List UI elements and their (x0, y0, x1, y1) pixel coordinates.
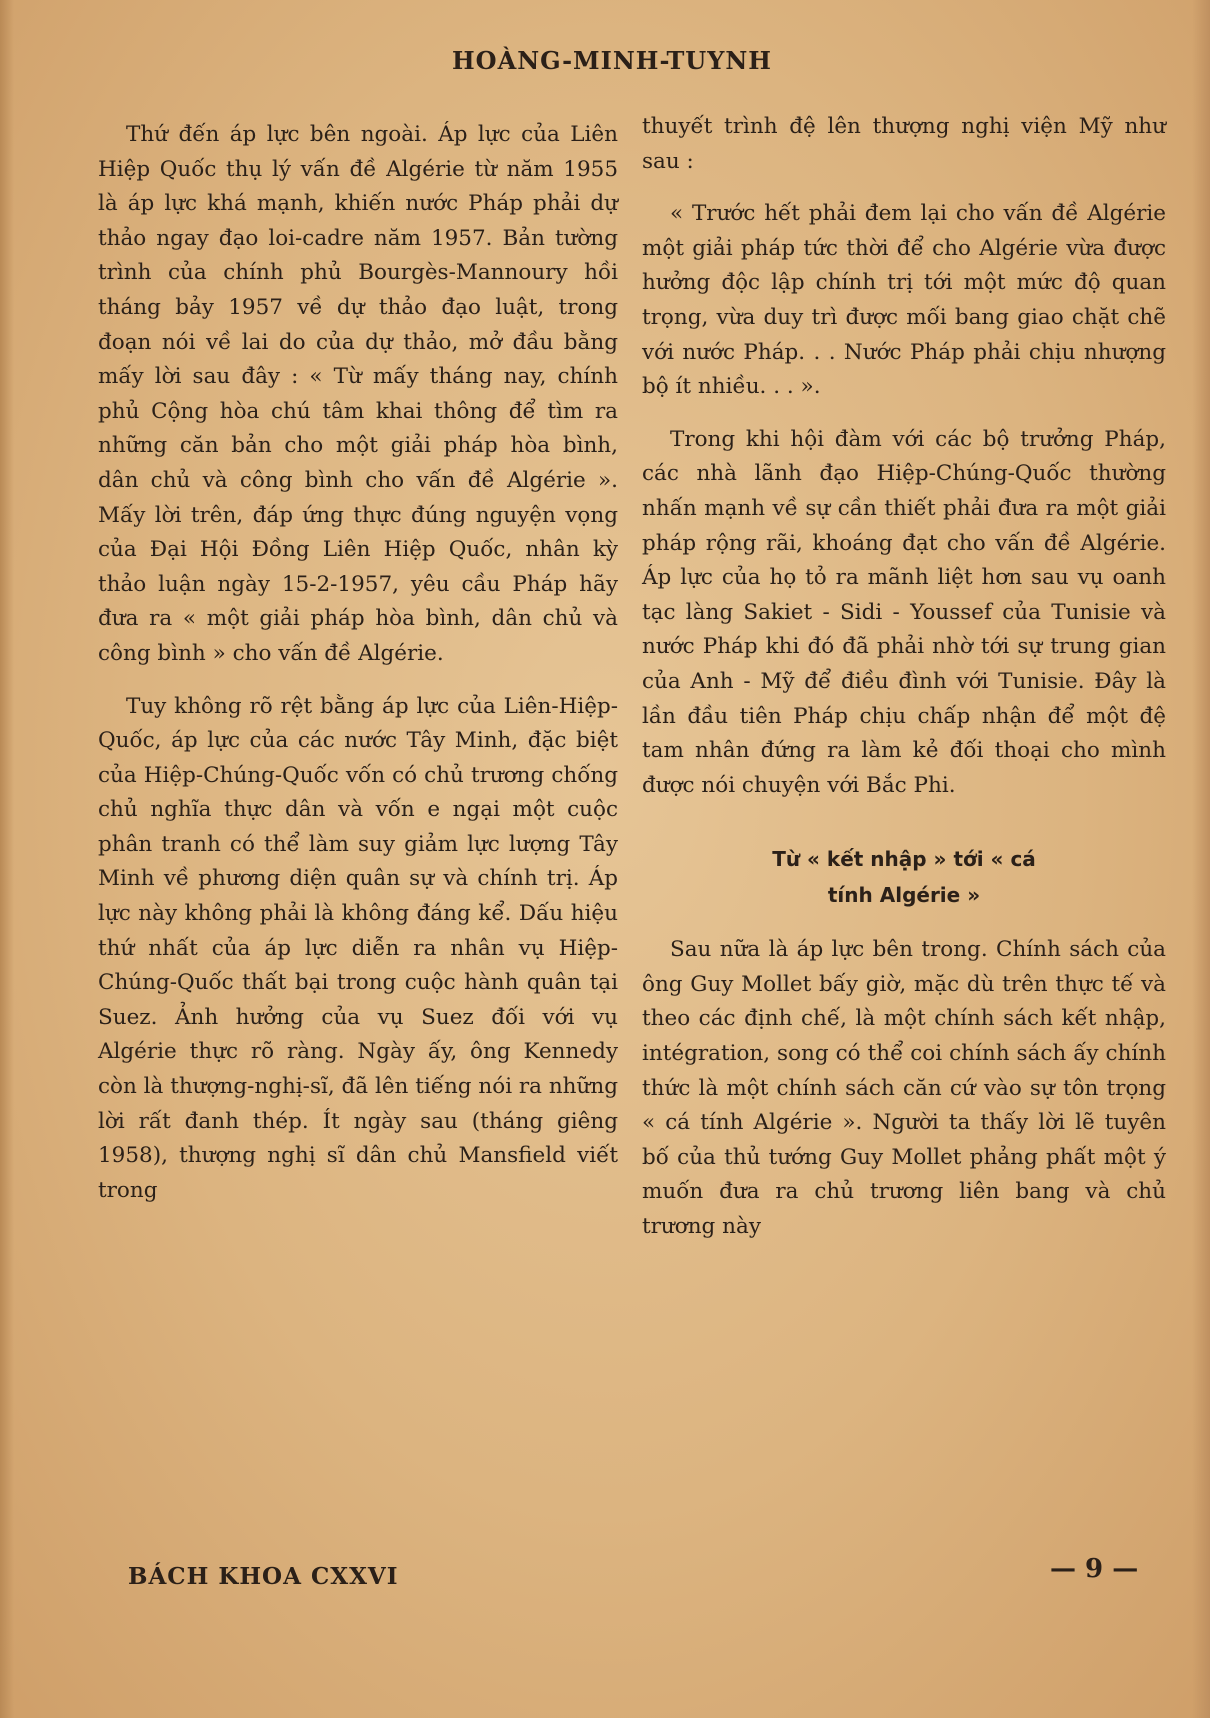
left-paragraph-1: Thứ đến áp lực bên ngoài. Áp lực của Liên Hiệp Quốc thụ lý vấn đề Algérie từ năm 1955 là áp lực khá mạnh, khiến nước Pháp phải dự thảo ngay đạo loi-cadre năm 1957. Bản tường trình của chính phủ Bourgès-Mannoury hồi tháng bảy 1957 về dự thảo đạo luật, trong đoạn nói về lai do của dự thảo, mở đầu bằng mấy lời sau đây : « Từ mấy tháng nay, chính phủ Cộng hòa chú tâm khai thông để tìm ra những căn bản cho một giải pháp hòa bình, dân chủ và công bình cho vấn đề Algérie ». Mấy lời trên, đáp ứng thực đúng nguyện vọng của Đại Hội Đồng Liên Hiệp Quốc, nhân kỳ thảo luận ngày 15-2-1957, yêu cầu Pháp hãy đưa ra « một giải pháp hòa bình, dân chủ và công bình » cho vấn đề Algérie. (98, 122, 618, 666)
left-page-edge (0, 0, 14, 1718)
right-paragraph-continued: thuyết trình đệ lên thượng nghị viện Mỹ như sau : (642, 114, 1166, 174)
left-column (98, 118, 618, 1226)
left-paragraph-2: Tuy không rõ rệt bằng áp lực của Liên-Hiệp-Quốc, áp lực của các nước Tây Minh, đặc biệt của Hiệp-Chúng-Quốc vốn có chủ trương chống chủ nghĩa thực dân và vốn e ngại một cuộc phân tranh có thể làm suy giảm lực lượng Tây Minh về phương diện quân sự và chính trị. Áp lực này không phải là không đáng kể. Dấu hiệu thứ nhất của áp lực diễn ra nhân vụ Hiệp-Chúng-Quốc thất bại trong cuộc hành quân tại Suez. Ảnh hưởng của vụ Suez đối với vụ Algérie thực rõ ràng. Ngày ấy, ông Kennedy còn là thượng-nghị-sĩ, đã lên tiếng nói ra những lời rất đanh thép. Ít ngày sau (tháng giêng 1958), thượng nghị sĩ dân chủ Mansfield viết trong (98, 693, 618, 1203)
right-paragraph-quote: « Trước hết phải đem lại cho vấn đề Algérie một giải pháp tức thời để cho Algérie vừa được hưởng độc lập chính trị tới một mức độ quan trọng, vừa duy trì được mối bang giao chặt chẽ với nước Pháp. . . Nước Pháp phải chịu nhượng bộ ít nhiều. . . ». (642, 201, 1166, 400)
running-title: HOÀNG-MINH-TUYNH (452, 46, 772, 75)
section-heading-line-1: Từ « kết nhập » tới « cá (772, 847, 1036, 872)
right-paragraph-3: Trong khi hội đàm với các bộ trưởng Pháp, các nhà lãnh đạo Hiệp-Chúng-Quốc thường nhấn mạnh về sự cần thiết phải đưa ra một giải pháp rộng rãi, khoáng đạt cho vấn đề Algérie. Áp lực của họ tỏ ra mãnh liệt hơn sau vụ oanh tạc làng Sakiet - Sidi - Youssef của Tunisie và nước Pháp khi đó đã phải nhờ tới sự trung gian của Anh - Mỹ để điều đình với Tunisie. Đây là lần đầu tiên Pháp chịu chấp nhận để một đệ tam nhân đứng ra làm kẻ đối thoại cho mình được nói chuyện với Bắc Phi. (642, 426, 1166, 798)
footer-publication: BÁCH KHOA CXXVI (128, 1563, 399, 1590)
right-paragraph-4: Sau nữa là áp lực bên trong. Chính sách của ông Guy Mollet bấy giờ, mặc dù trên thực tế và theo các định chế, là một chính sách kết nhập, intégration, song có thể coi chính sách ấy chính thức là một chính sách căn cứ vào sự tôn trọng « cá tính Algérie ». Người ta thấy lời lẽ tuyên bố của thủ tướng Guy Mollet phảng phất một ý muốn đưa ra chủ trương liên bang và chủ trương này (642, 937, 1166, 1240)
section-heading (642, 841, 1166, 913)
page-number: — 9 — (1050, 1554, 1139, 1584)
section-heading-line-2: tính Algérie » (827, 883, 981, 908)
right-column (642, 110, 1166, 1263)
right-page-edge (1192, 0, 1210, 1718)
